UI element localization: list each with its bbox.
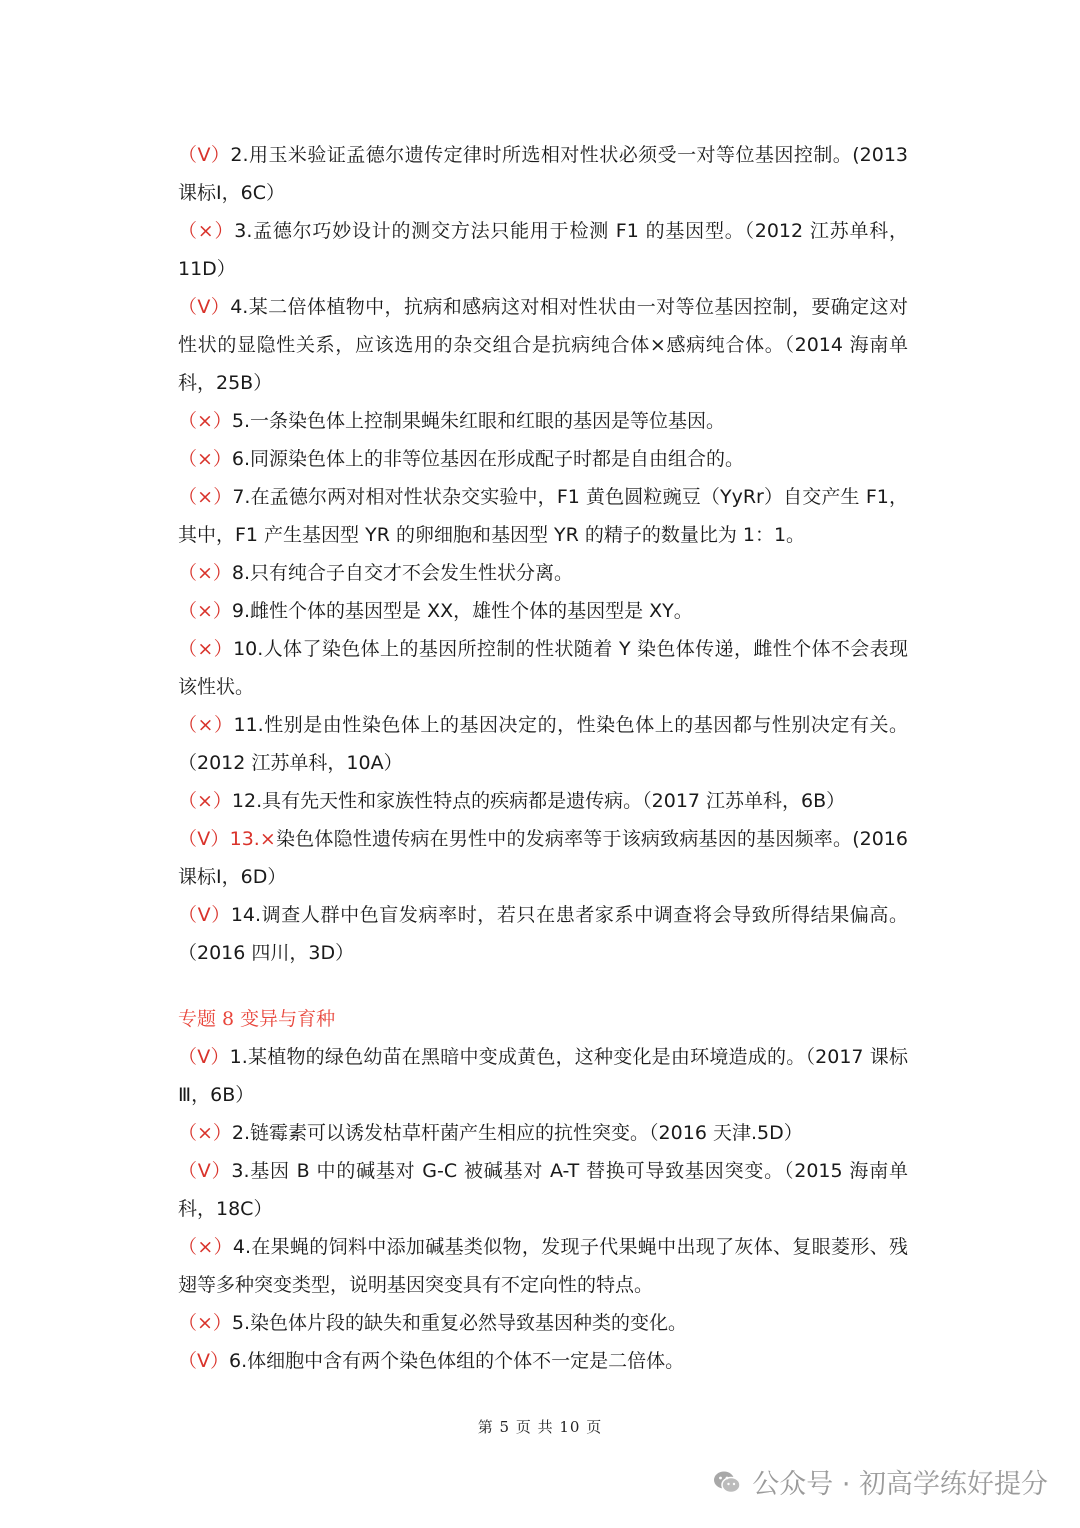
answer-mark: （×） (178, 410, 232, 432)
question-text: 6.同源染色体上的非等位基因在形成配子时都是自由组合的。 (231, 448, 745, 470)
question-text: 11.性别是由性染色体上的基因决定的，性染色体上的基因都与性别决定有关。（2012 江苏单科，10A） (178, 714, 909, 774)
question-item (178, 706, 908, 782)
watermark-text: 公众号 · 初高学练好提分 (752, 1469, 1048, 1500)
answer-mark: （×） (178, 790, 232, 812)
document-page (178, 136, 908, 1380)
question-item (178, 782, 908, 820)
question-item (178, 478, 908, 554)
question-item (178, 592, 908, 630)
question-text: 12.具有先天性和家族性特点的疾病都是遗传病。（2017 江苏单科，6B） (231, 790, 846, 812)
question-text: 3.孟德尔巧妙设计的测交方法只能用于检测 F1 的基因型。（2012 江苏单科，11D） (178, 220, 908, 280)
question-text: 7.在孟德尔两对相对性状杂交实验中，F1 黄色圆粒豌豆（YyRr）自交产生 F1，其中，F1 产生基因型 YR 的卵细胞和基因型 YR 的精子的数量比为 1：1。 (178, 486, 909, 546)
answer-mark: （×） (178, 486, 233, 508)
question-text: 4.在果蝇的饲料中添加碱基类似物，发现子代果蝇中出现了灰体、复眼菱形、残翅等多种突变类型，说明基因突变具有不定向性的特点。 (178, 1236, 908, 1296)
question-text: 8.只有纯合子自交才不会发生性状分离。 (231, 562, 574, 584)
question-item (178, 1304, 908, 1342)
question-text: 9.雌性个体的基因型是 XX，雄性个体的基因型是 XY。 (231, 600, 693, 622)
question-item (178, 820, 908, 896)
answer-mark: （×） (178, 1122, 232, 1144)
question-text: 染色体隐性遗传病在男性中的发病率等于该病致病基因的基因频率。(2016 课标Ⅰ，6D） (178, 828, 908, 888)
question-text: 2.链霉素可以诱发枯草杆菌产生相应的抗性突变。（2016 天津.5D） (231, 1122, 803, 1144)
question-text: 2.用玉米验证孟德尔遗传定律时所选相对性状必须受一对等位基因控制。(2013 课标Ⅰ，6C） (178, 144, 909, 204)
question-item (178, 212, 908, 288)
answer-mark: （V） (178, 296, 231, 318)
question-list-b (178, 1038, 908, 1380)
question-item (178, 630, 908, 706)
answer-mark: （×） (178, 638, 234, 660)
answer-mark: （×） (178, 1236, 233, 1258)
answer-mark: （V） (178, 904, 231, 926)
question-text: 6.体细胞中含有两个染色体组的个体不一定是二倍体。 (229, 1350, 685, 1372)
question-text: 3.基因 B 中的碱基对 G-C 被碱基对 A-T 替换可导致基因突变。（2015 海南单科，18C） (178, 1160, 908, 1220)
question-text: 5.一条染色体上控制果蝇朱红眼和红眼的基因是等位基因。 (231, 410, 726, 432)
question-item (178, 402, 908, 440)
question-item (178, 136, 908, 212)
question-item (178, 1114, 908, 1152)
answer-mark: （×） (178, 600, 232, 622)
question-item (178, 896, 908, 972)
answer-mark: （V） (178, 1160, 232, 1182)
answer-mark: （×） (178, 714, 234, 736)
question-text: 10.人体了染色体上的基因所控制的性状随着 Y 染色体传递，雌性个体不会表现该性状。 (178, 638, 909, 698)
question-item (178, 1342, 908, 1380)
question-item (178, 288, 908, 402)
answer-mark: （V） (178, 144, 231, 166)
wechat-icon (712, 1467, 742, 1497)
question-text: 1.某植物的绿色幼苗在黑暗中变成黄色，这种变化是由环境造成的。（2017 课标Ⅲ，6B） (178, 1046, 908, 1106)
answer-mark: （×） (178, 1312, 232, 1334)
answer-mark: （×） (178, 562, 232, 584)
watermark (712, 1462, 1048, 1501)
question-item (178, 1038, 908, 1114)
question-item (178, 1152, 908, 1228)
question-text: 4.某二倍体植物中，抗病和感病这对相对性状由一对等位基因控制，要确定这对性状的显隐性关系，应该选用的杂交组合是抗病纯合体×感病纯合体。（2014 海南单科，25B） (178, 296, 908, 394)
question-item (178, 440, 908, 478)
question-text: 14.调查人群中色盲发病率时，若只在患者家系中调查将会导致所得结果偏高。（2016 四川，3D） (178, 904, 909, 964)
question-item (178, 1228, 908, 1304)
question-text: 5.染色体片段的缺失和重复必然导致基因种类的变化。 (231, 1312, 688, 1334)
page-number: 第 5 页 共 10 页 (477, 1418, 603, 1436)
answer-mark: （V） (178, 1046, 230, 1068)
answer-mark: （V）13.× (178, 828, 276, 850)
answer-mark: （V） (178, 1350, 229, 1372)
question-list-a (178, 136, 908, 972)
question-item (178, 554, 908, 592)
answer-mark: （×） (178, 220, 235, 242)
section-heading: 专题 8 变异与育种 (178, 1008, 336, 1030)
answer-mark: （×） (178, 448, 232, 470)
